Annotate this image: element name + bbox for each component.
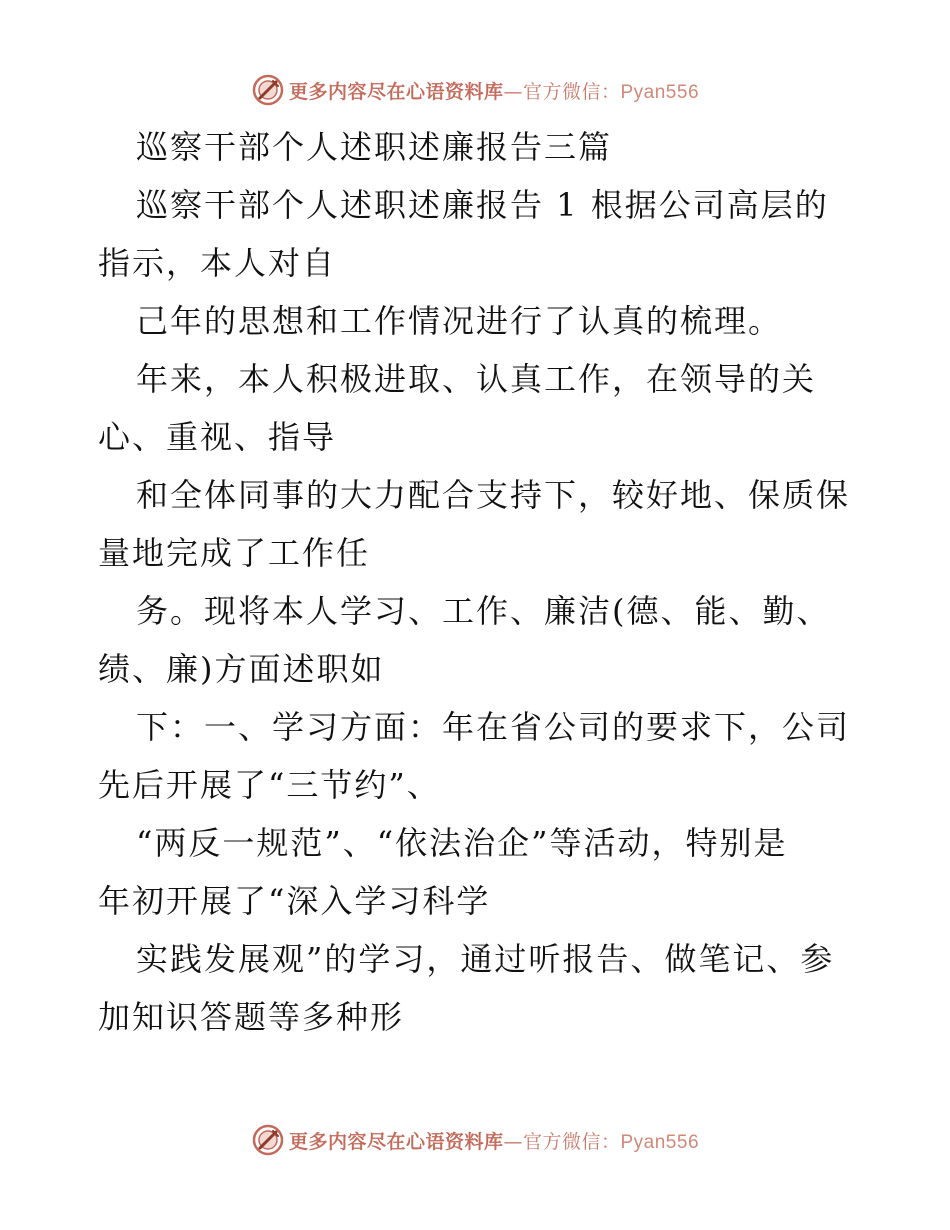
document-line: 务。现将本人学习、工作、廉洁(德、能、勤、 [136, 592, 831, 630]
watermark-account: Pyan556 [620, 81, 700, 103]
footer-watermark [0, 1120, 950, 1160]
watermark-text [289, 1127, 699, 1154]
document-line: 先后开展了“三节约”、 [98, 766, 441, 804]
document-line: 巡察干部个人述职述廉报告三篇 [136, 128, 613, 166]
document-line: 年初开展了“深入学习科学 [98, 882, 491, 920]
document-line: 指示，本人对自 [98, 244, 337, 282]
document-line: 己年的思想和工作情况进行了认真的梳理。 [136, 302, 783, 340]
document-line: 绩、廉)方面述职如 [98, 650, 385, 688]
document-line: 下：一、学习方面：年在省公司的要求下，公司 [136, 708, 851, 746]
header-watermark [0, 70, 950, 110]
watermark-dash: — [503, 1130, 523, 1153]
document-line: 巡察干部个人述职述廉报告 1 根据公司高层的 [136, 186, 829, 224]
seal-logo-icon [251, 73, 285, 107]
document-line: 加知识答题等多种形 [98, 998, 405, 1036]
document-line: 量地完成了工作任 [98, 534, 371, 572]
document-line: 心、重视、指导 [98, 418, 337, 456]
watermark-main: 更多内容尽在心语资料库 [288, 80, 504, 103]
document-line: “两反一规范”、“依法治企”等活动，特别是 [136, 824, 788, 862]
watermark-secondary: 官方微信： [522, 1130, 621, 1153]
watermark-text [289, 77, 699, 104]
watermark-account: Pyan556 [620, 1131, 700, 1153]
document-line: 和全体同事的大力配合支持下，较好地、保质保 [136, 476, 851, 514]
document-line: 年来，本人积极进取、认真工作，在领导的关 [136, 360, 817, 398]
seal-logo-icon [251, 1123, 285, 1157]
watermark-secondary: 官方微信： [522, 80, 621, 103]
watermark-dash: — [503, 80, 523, 103]
document-line: 实践发展观”的学习，通过听报告、做笔记、参 [136, 940, 835, 978]
watermark-main: 更多内容尽在心语资料库 [288, 1130, 504, 1153]
document-body [98, 118, 858, 1046]
